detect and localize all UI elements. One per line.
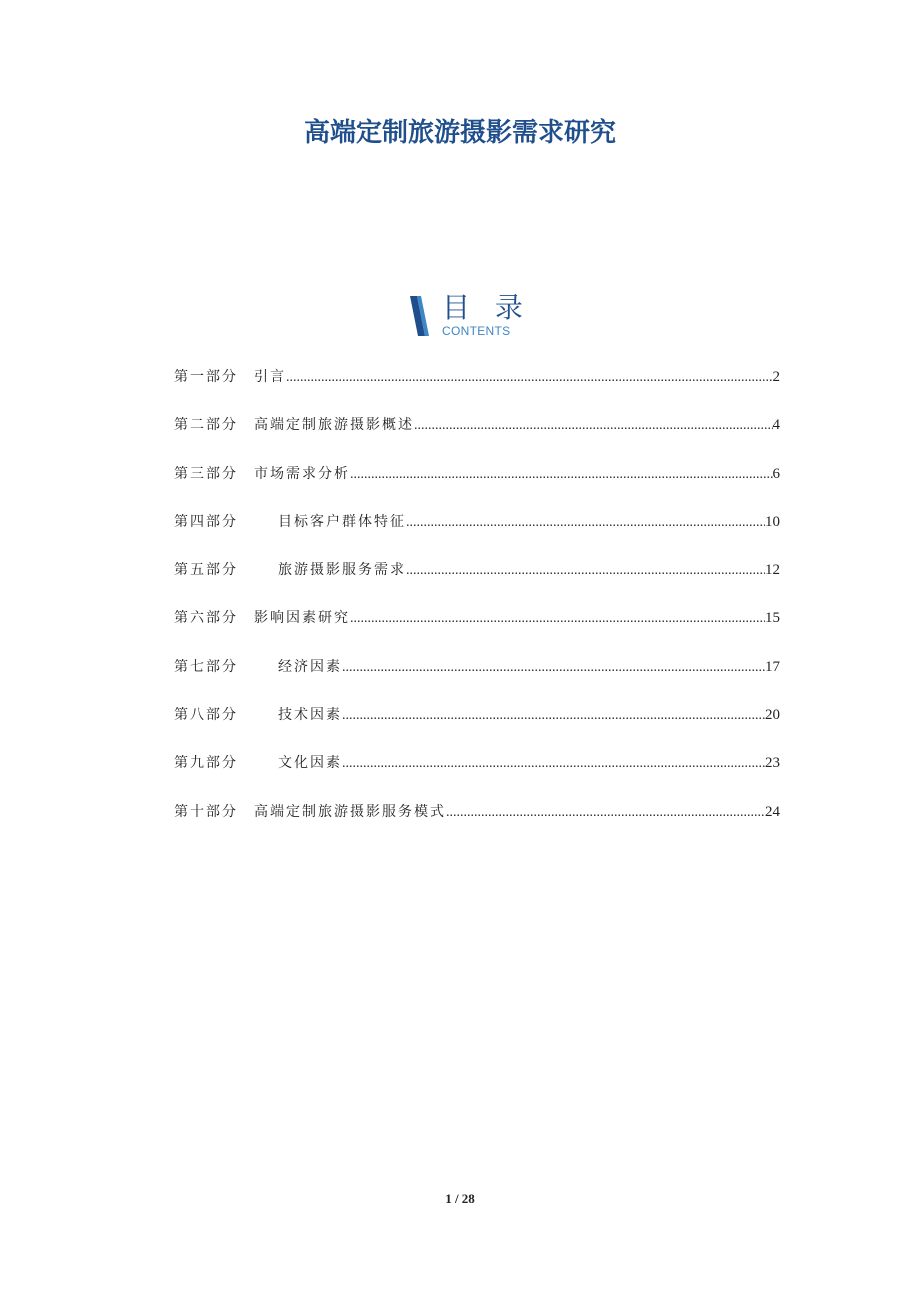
toc-entry-part: 第六部分 xyxy=(174,610,238,627)
toc-entry-title: 旅游摄影服务需求 xyxy=(278,562,406,579)
toc-entry-part: 第三部分 xyxy=(174,465,238,482)
toc-entry-page: 20 xyxy=(765,707,780,724)
toc-entry-title: 技术因素 xyxy=(278,707,342,724)
toc-entry-part: 第一部分 xyxy=(174,369,238,385)
toc-entry-leader xyxy=(406,512,765,534)
toc-entry-part: 第二部分 xyxy=(174,417,238,434)
toc-entry-page: 15 xyxy=(765,610,780,627)
toc-entry-leader xyxy=(350,464,773,486)
toc-entry[interactable] xyxy=(174,801,780,849)
toc-heading-en: CONTENTS xyxy=(442,324,511,338)
toc-entry-title: 高端定制旅游摄影概述 xyxy=(254,417,414,434)
toc-entry-page: 2 xyxy=(772,369,780,385)
toc-entry[interactable] xyxy=(174,366,780,414)
toc-entry[interactable] xyxy=(174,414,780,462)
toc-entry-title: 市场需求分析 xyxy=(254,465,350,482)
toc-entry-title: 影响因素研究 xyxy=(254,610,350,627)
toc-entry-page: 4 xyxy=(772,417,780,434)
toc-entry[interactable] xyxy=(174,511,780,559)
toc-entry[interactable] xyxy=(174,704,780,752)
toc-entry-leader xyxy=(406,560,765,582)
toc-entry-page: 6 xyxy=(772,465,780,482)
toc-entry-page: 23 xyxy=(765,755,780,772)
toc-entry[interactable] xyxy=(174,656,780,704)
toc-entry-leader xyxy=(350,608,765,630)
toc-entry[interactable] xyxy=(174,559,780,607)
toc-entry-page: 12 xyxy=(765,562,780,579)
toc-entry-title: 目标客户群体特征 xyxy=(278,513,406,530)
toc-entry-leader xyxy=(342,705,765,727)
toc-entry-page: 17 xyxy=(765,658,780,675)
toc-entry-part: 第十部分 xyxy=(174,803,238,820)
bookmark-stripe-icon xyxy=(408,296,434,336)
toc-entry-leader xyxy=(414,415,773,437)
toc-entry-title: 高端定制旅游摄影服务模式 xyxy=(254,803,446,820)
toc-entry-title: 经济因素 xyxy=(278,658,342,675)
toc-entry-title: 引言 xyxy=(254,369,286,385)
toc-entry[interactable] xyxy=(174,607,780,655)
toc-entry-part: 第七部分 xyxy=(174,658,238,675)
toc-entry-part: 第五部分 xyxy=(174,562,238,579)
toc-entry-leader xyxy=(446,802,765,824)
toc-entry-leader xyxy=(342,657,765,679)
toc-entry-title: 文化因素 xyxy=(278,755,342,772)
toc-header xyxy=(406,291,531,340)
toc-entry-page: 24 xyxy=(765,803,780,820)
toc-entry-part: 第八部分 xyxy=(174,707,238,724)
toc-entry-part: 第九部分 xyxy=(174,755,238,772)
toc-entry-leader xyxy=(286,367,773,389)
toc-list xyxy=(174,366,780,849)
document-title: 高端定制旅游摄影需求研究 xyxy=(303,118,616,148)
toc-entry[interactable] xyxy=(174,463,780,511)
toc-entry-leader xyxy=(342,753,765,775)
toc-heading: 目 录 xyxy=(442,291,531,324)
page-number: 1 / 28 xyxy=(445,1191,475,1206)
toc-entry[interactable] xyxy=(174,752,780,800)
toc-entry-part: 第四部分 xyxy=(174,513,238,530)
toc-entry-page: 10 xyxy=(765,513,780,530)
